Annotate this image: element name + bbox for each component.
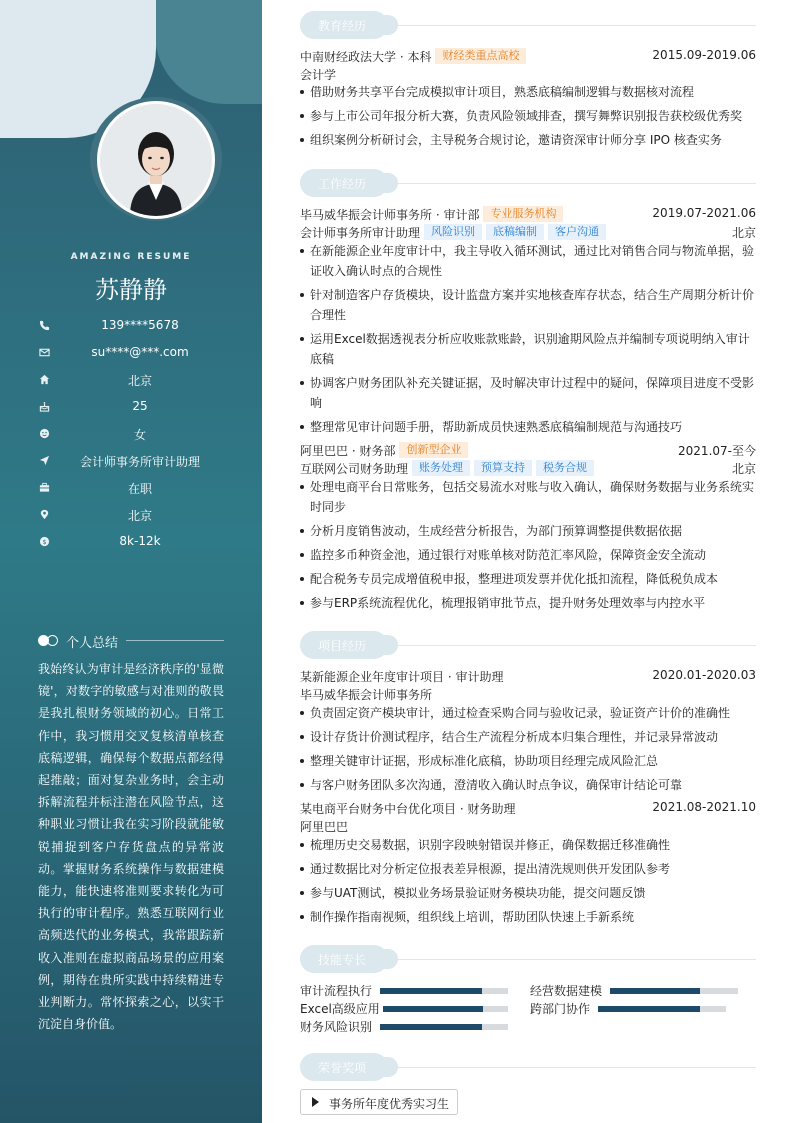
list-item: 在新能源企业年度审计中，我主导收入循环测试，通过比对销售合同与物流单据，验证收入确认时点的合规性 — [300, 241, 756, 281]
divider — [388, 25, 756, 26]
project-org-row — [300, 685, 756, 703]
list-item: 监控多币种资金池，通过银行对账单核对防范汇率风险，保障资金安全流动 — [300, 545, 756, 565]
summary-header — [38, 632, 224, 650]
section-title: 技能专长 — [317, 953, 366, 967]
education-major-row — [300, 65, 756, 83]
list-item: 分析月度销售波动，生成经营分析报告，为部门预算调整提供数据依据 — [300, 521, 756, 541]
info-target-city — [0, 507, 262, 527]
sidebar — [0, 0, 262, 1123]
info-phone — [0, 318, 262, 338]
skill-item — [300, 1000, 510, 1016]
target-city-value: 北京 — [127, 509, 152, 523]
section-title: 教育经历 — [317, 19, 366, 33]
skill-item — [530, 982, 740, 998]
skill-bar-fill — [380, 1024, 482, 1030]
status-value: 在职 — [127, 482, 152, 496]
list-item: 负责固定资产模块审计，通过检查采购合同与验收记录，验证资产计价的准确性 — [300, 703, 756, 723]
salary-value: 8k-12k — [119, 534, 161, 548]
skill-bar — [383, 1006, 508, 1012]
skill-tag: 预算支持 — [474, 460, 532, 476]
list-item: 配合税务专员完成增值税申报，整理进项发票并优化抵扣流程，降低税负成本 — [300, 569, 756, 589]
list-item: 整理常见审计问题手册，帮助新成员快速熟悉底稿编制规范与沟通技巧 — [300, 417, 756, 437]
education-header — [300, 47, 756, 65]
skill-bar — [598, 1006, 726, 1012]
list-item: 梳理历史交易数据，识别字段映射错误并修正，确保数据迁移准确性 — [300, 835, 756, 855]
list-item: 针对制造客户存货模块，设计监盘方案并实地核查库存状态，结合生产周期分析计价合理性 — [300, 285, 756, 325]
info-gender — [0, 426, 262, 446]
education-bullets — [300, 82, 756, 154]
avatar — [97, 101, 215, 219]
job-header — [300, 205, 756, 223]
school-tag: 财经类重点高校 — [435, 48, 526, 64]
info-salary — [0, 534, 262, 554]
project-name: 某新能源企业年度审计项目 · 审计助理 — [300, 670, 504, 684]
job-position: 互联网公司财务助理 — [300, 462, 409, 476]
svg-text:$: $ — [41, 537, 47, 546]
skill-bar — [380, 988, 508, 994]
skill-item — [530, 1000, 730, 1016]
section-header-projects — [300, 631, 388, 659]
person-name: 苏静静 — [95, 276, 167, 304]
school-name: 中南财经政法大学 · 本科 — [300, 50, 432, 64]
decor-shape — [155, 0, 262, 104]
education-date: 2015.09-2019.06 — [652, 48, 756, 62]
section-header-work — [300, 169, 388, 197]
play-icon — [312, 1097, 319, 1107]
project-header — [300, 667, 756, 685]
list-item: 参与上市公司年报分析大赛，负责风险领域排查，撰写舞弊识别报告获校级优秀奖 — [300, 106, 756, 126]
project-org-row — [300, 817, 756, 835]
skill-bar-fill — [383, 1006, 483, 1012]
job-location: 北京 — [731, 226, 756, 240]
summary-title: 个人总结 — [66, 636, 119, 651]
company-name: 毕马威华振会计师事务所 · 审计部 — [300, 208, 480, 222]
email-value: su****@***.com — [91, 345, 189, 359]
section-title: 荣誉奖项 — [317, 1061, 366, 1075]
dots-icon — [38, 635, 60, 647]
section-header-education — [300, 11, 388, 39]
skill-bar — [610, 988, 738, 994]
company-tag: 创新型企业 — [399, 442, 468, 458]
job-position-row — [300, 459, 756, 477]
project-header — [300, 799, 756, 817]
list-item: 通过数据比对分析定位报表差异根源，提出清洗规则供开发团队参考 — [300, 859, 756, 879]
target-position-value: 会计师事务所审计助理 — [79, 455, 200, 469]
divider — [388, 1067, 756, 1068]
list-item: 运用Excel数据透视表分析应收账款账龄，识别逾期风险点并编制专项说明纳入审计底稿 — [300, 329, 756, 369]
award-name: 事务所年度优秀实习生 — [329, 1097, 450, 1111]
skill-item — [300, 1018, 510, 1034]
skill-name: 经营数据建模 — [530, 984, 603, 998]
list-item: 处理电商平台日常账务，包括交易流水对账与收入确认，确保财务数据与业务系统实时同步 — [300, 477, 756, 517]
divider — [388, 959, 756, 960]
job-bullets — [300, 241, 756, 441]
list-item: 设计存货计价测试程序，结合生产流程分析成本归集合理性，并记录异常波动 — [300, 727, 756, 747]
skill-tag: 客户沟通 — [548, 224, 606, 240]
major: 会计学 — [300, 68, 337, 82]
list-item: 整理关键审计证据，形成标准化底稿，协助项目经理完成风险汇总 — [300, 751, 756, 771]
list-item: 与客户财务团队多次沟通，澄清收入确认时点争议，确保审计结论可靠 — [300, 775, 756, 795]
list-item: 制作操作指南视频，组织线上培训，帮助团队快速上手新系统 — [300, 907, 756, 927]
list-item: 参与ERP系统流程优化，梳理报销审批节点，提升财务处理效率与内控水平 — [300, 593, 756, 613]
info-status — [0, 480, 262, 500]
divider — [388, 183, 756, 184]
project-date: 2021.08-2021.10 — [652, 800, 756, 814]
skill-name: 审计流程执行 — [300, 984, 373, 998]
project-bullets — [300, 703, 756, 799]
resume-tagline: AMAZING RESUME — [70, 252, 192, 262]
project-date: 2020.01-2020.03 — [652, 668, 756, 682]
job-position-row — [300, 223, 756, 241]
project-org: 阿里巴巴 — [300, 820, 349, 834]
award-item — [300, 1089, 458, 1115]
skill-bar-fill — [610, 988, 700, 994]
divider — [388, 645, 756, 646]
person-photo-icon — [100, 104, 212, 216]
job-header — [300, 441, 756, 459]
project-org: 毕马威华振会计师事务所 — [300, 688, 433, 702]
skill-bar — [380, 1024, 508, 1030]
skill-tag: 风险识别 — [424, 224, 482, 240]
list-item: 参与UAT测试，模拟业务场景验证财务模块功能，提交问题反馈 — [300, 883, 756, 903]
info-home — [0, 372, 262, 392]
info-email — [0, 345, 262, 365]
skill-item — [300, 982, 510, 998]
list-item: 协调客户财务团队补充关键证据，及时解决审计过程中的疑问，保障项目进度不受影响 — [300, 373, 756, 413]
section-title: 工作经历 — [317, 177, 366, 191]
section-header-awards — [300, 1053, 388, 1081]
summary-text: 我始终认为审计是经济秩序的'显微镜'，对数字的敏感与对准则的敬畏是我扎根财务领域的初心。日常工作中，我习惯用交叉复核清单核查底稿逻辑，确保每个数据点都经得起推敲；面对复杂业务时，会主动拆解流程并标注潜在风险节点，这种职业习惯让我在实习阶段就能敏锐捕捉到客户存货盘点的异常波动。掌握财务系统操作与数据建模能力，能快速将准则要求转化为可执行的审计程序。熟悉互联网行业高频迭代的业务模式，我常跟踪新收入准则在虚拟商品场景的应用案例，期待在贵所实践中持续精进专业判断力。常怀探索之心，以实干沉淀自身价值。 — [38, 662, 224, 1032]
gender-value: 女 — [133, 428, 146, 442]
job-bullets — [300, 477, 756, 617]
job-date: 2019.07-2021.06 — [652, 206, 756, 220]
divider — [126, 640, 224, 641]
age-value: 25 — [132, 399, 148, 413]
skill-name: Excel高级应用 — [300, 1002, 380, 1016]
job-location: 北京 — [731, 462, 756, 476]
skill-name: 跨部门协作 — [530, 1002, 591, 1016]
list-item: 借助财务共享平台完成模拟审计项目，熟悉底稿编制逻辑与数据核对流程 — [300, 82, 756, 102]
skill-tag: 底稿编制 — [486, 224, 544, 240]
skill-name: 财务风险识别 — [300, 1020, 373, 1034]
job-position: 会计师事务所审计助理 — [300, 226, 421, 240]
list-item: 组织案例分析研讨会，主导税务合规讨论，邀请资深审计师分享 IPO 核查实务 — [300, 130, 756, 150]
skill-tag: 账务处理 — [412, 460, 470, 476]
company-tag: 专业服务机构 — [483, 206, 563, 222]
skill-tag: 税务合规 — [536, 460, 594, 476]
info-target-position — [0, 453, 262, 473]
project-name: 某电商平台财务中台优化项目 · 财务助理 — [300, 802, 516, 816]
home-value: 北京 — [127, 374, 152, 388]
phone-value: 139****5678 — [101, 318, 179, 332]
company-name: 阿里巴巴 · 财务部 — [300, 444, 396, 458]
project-bullets — [300, 835, 756, 931]
section-title: 项目经历 — [317, 639, 366, 653]
skill-bar-fill — [380, 988, 482, 994]
skill-bar-fill — [598, 1006, 700, 1012]
section-header-skills — [300, 945, 388, 973]
info-age — [0, 399, 262, 419]
job-date: 2021.07-至今 — [678, 444, 756, 458]
